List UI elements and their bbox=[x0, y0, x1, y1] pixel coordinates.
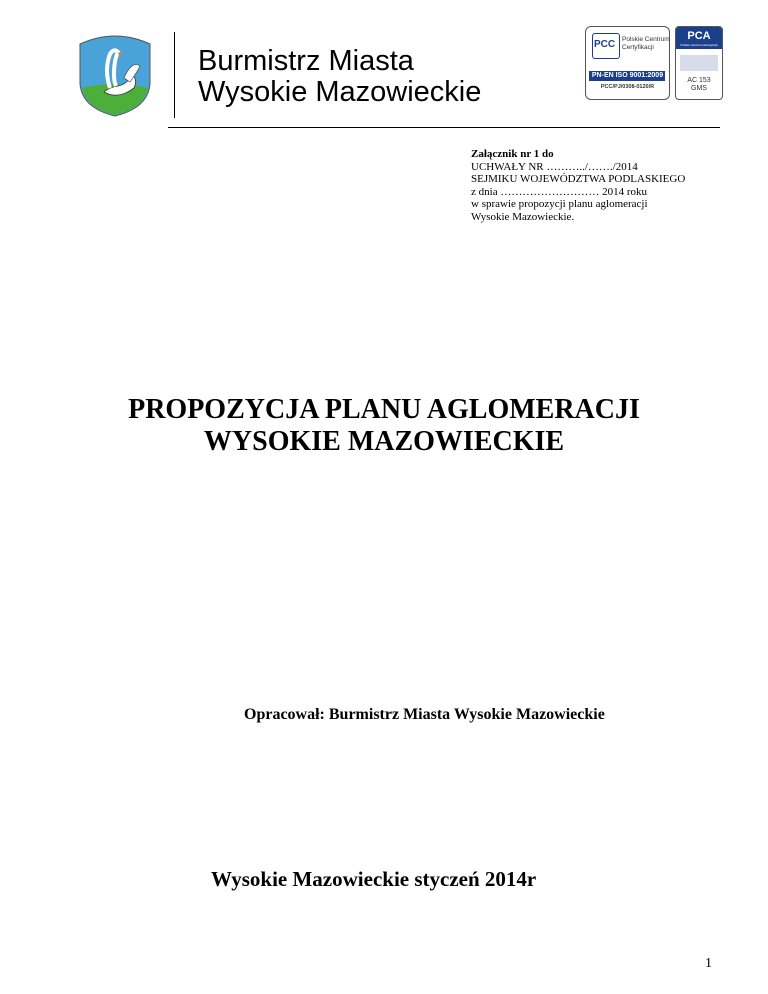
annex-line3: SEJMIKU WOJEWÓDZTWA PODLASKIEGO bbox=[471, 173, 686, 185]
document-title bbox=[0, 394, 768, 458]
page-number: 1 bbox=[705, 956, 712, 971]
annex-line1: Załącznik nr 1 do bbox=[471, 148, 554, 160]
page-header-title bbox=[198, 46, 481, 108]
pca-certificate bbox=[675, 26, 723, 100]
annex-line5: w sprawie propozycji planu aglomeracji bbox=[471, 198, 648, 210]
pca-code: AC 153 bbox=[687, 77, 711, 84]
pcc-org-line1: Polskie Centrum bbox=[622, 36, 670, 43]
place-date: Wysokie Mazowieckie styczeń 2014r bbox=[211, 867, 537, 891]
pca-logo: PCA bbox=[687, 30, 711, 42]
pcc-standard: PN-EN ISO 9001:2009 bbox=[591, 72, 664, 79]
pca-sub: Polskie Centrum Akredytacji bbox=[680, 43, 718, 47]
annex-line2: UCHWAŁY NR ………../……./2014 bbox=[471, 160, 638, 173]
header-title-line1: Burmistrz Miasta bbox=[198, 45, 414, 77]
pcc-logo-text: PCC bbox=[594, 39, 616, 50]
pcc-certificate bbox=[585, 26, 670, 100]
document-title-line1: PROPOZYCJA PLANU AGLOMERACJI bbox=[128, 394, 640, 425]
annex-line4: z dnia ……………………… 2014 roku bbox=[471, 185, 647, 198]
pcc-number: PCC/PJ/0308-0120/R bbox=[600, 84, 655, 90]
pca-code2: GMS bbox=[691, 85, 707, 92]
pcc-logo-icon bbox=[592, 33, 620, 59]
header-divider bbox=[174, 32, 175, 118]
prepared-by: Opracował: Burmistrz Miasta Wysokie Mazowieckie bbox=[244, 706, 605, 723]
annex-block bbox=[471, 148, 685, 223]
header-rule bbox=[168, 127, 720, 128]
pcc-org-line2: Certyfikacji bbox=[622, 44, 654, 51]
document-title-line2: WYSOKIE MAZOWIECKIE bbox=[203, 426, 565, 457]
swan-crest-icon bbox=[74, 30, 156, 118]
annex-line6: Wysokie Mazowieckie. bbox=[471, 210, 575, 223]
header-title-line2: Wysokie Mazowieckie bbox=[198, 76, 482, 108]
